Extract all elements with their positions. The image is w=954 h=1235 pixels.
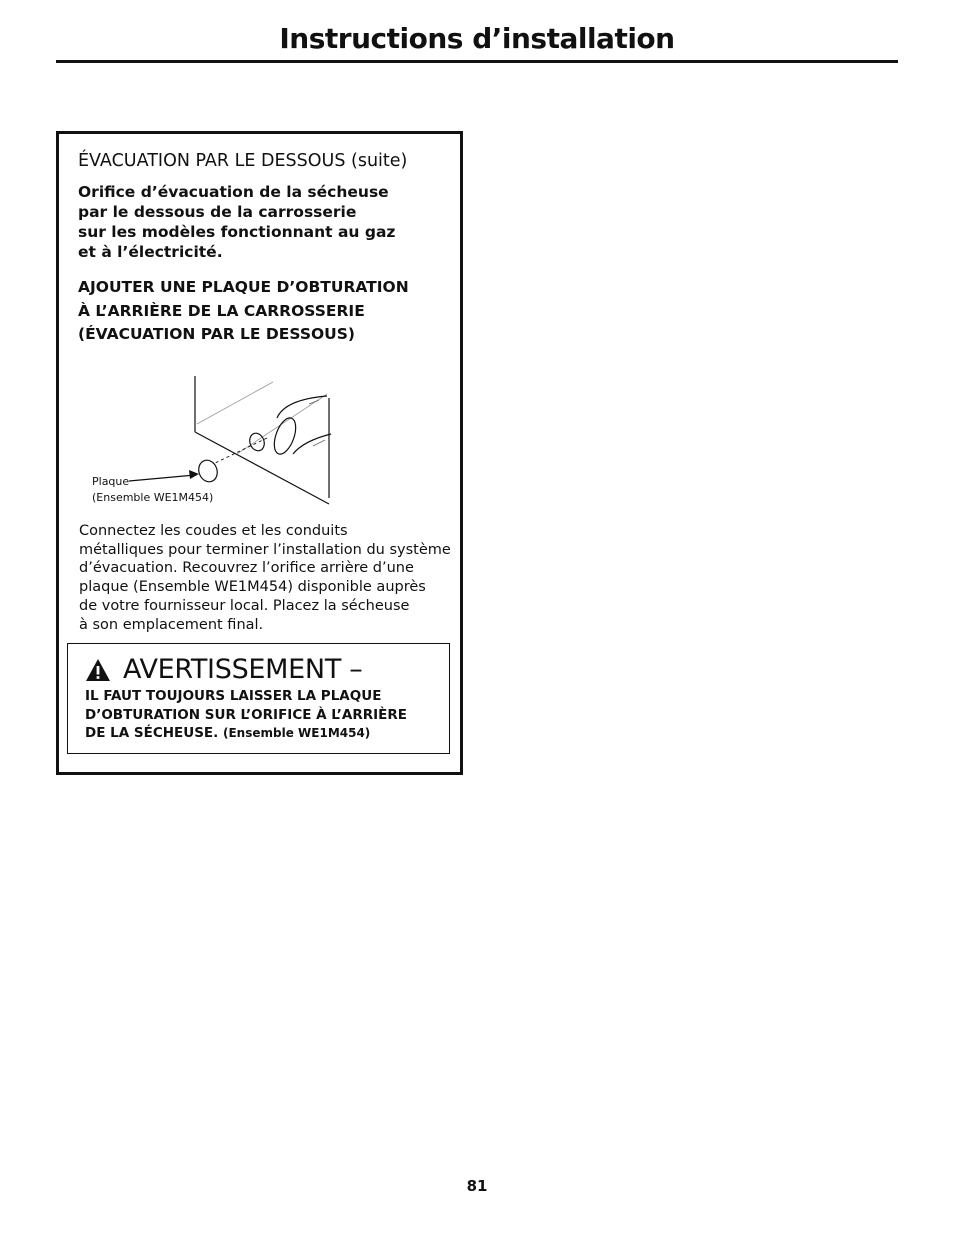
instruction-body: Connectez les coudes et les conduits métalliques pour terminer l’installation du système d’évacuation. Recouvrez l’orifice arrière d’une plaque (Ensemble WE1M454) disponible auprès de votre fournisseur local. Placez la sécheuse à son emplacement final. [79,523,451,633]
warning-title [85,654,363,685]
section-heading: ÉVACUATION PAR LE DESSOUS (suite) [78,151,408,171]
step-heading: AJOUTER UNE PLAQUE D’OBTURATION À L’ARRIÈRE DE LA CARROSSERIE (ÉVACUATION PAR LE DESSOUS) [78,278,409,343]
warning-text [85,687,407,743]
warning-box [67,643,450,754]
warning-title-text: AVERTISSEMENT – [123,654,363,685]
warning-triangle-icon [85,658,111,682]
plug-callout-label: Plaque (Ensemble WE1M454) [92,475,214,504]
subheading: Orifice d’évacuation de la sécheuse par le dessous de la carrosserie sur les modèles fonctionnant au gaz et à l’électricité. [78,183,396,261]
instruction-panel [56,131,463,775]
warning-kit-reference: (Ensemble WE1M454) [223,726,371,740]
duct-bottom-edge [293,434,331,454]
warning-message: IL FAUT TOUJOURS LAISSER LA PLAQUE D’OBTURATION SUR L’ORIFICE À L’ARRIÈRE DE LA SÉCHEUSE. [85,688,408,741]
title-rule [56,60,898,63]
page-title: Instructions d’installation [279,22,675,55]
exhaust-hole [247,431,266,453]
page-number: 81 [466,1177,488,1195]
